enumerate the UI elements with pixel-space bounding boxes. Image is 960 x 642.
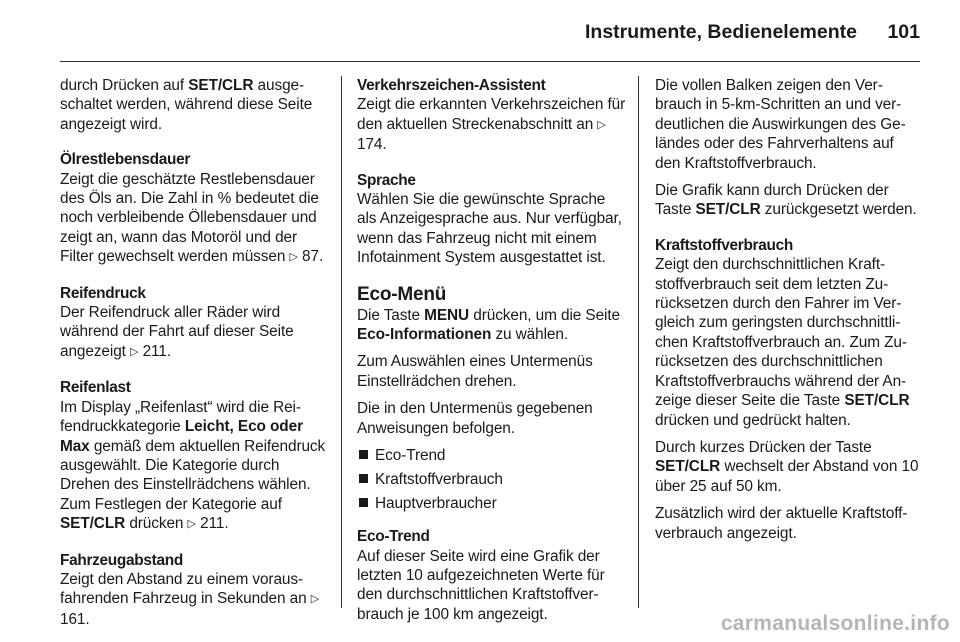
submenu-turn-text: Zum Auswählen eines Untermenüs Einstellrädchen drehen.	[357, 353, 593, 390]
oil-life-heading: Ölrestlebensdauer	[60, 151, 191, 169]
submenu-follow-text: Die in den Untermenüs gegebenen Anweisungen befolgen.	[357, 400, 593, 437]
vehicle-distance-heading: Fahrzeugabstand	[60, 551, 183, 569]
column-3	[655, 76, 923, 551]
page-ref: 87.	[302, 248, 324, 266]
eco-menu-title: Eco-Menü	[357, 283, 447, 305]
language-section: Sprache Wählen Sie die gewünschte Sprache als Anzeigesprache aus. Nur verfügbar, wenn das Fahrzeug nicht mit einem Infotainment System ausgestattet ist.	[357, 171, 627, 268]
eco-trend-section: Eco-Trend Auf dieser Seite wird eine Grafik der letzten 10 aufgezeichneten Werte für den durchschnittlichen Kraftstoffverbrauch je 100 km angezeigt.	[357, 527, 627, 624]
page-ref-icon: ▷	[289, 251, 298, 264]
fuel-consumption-heading: Kraftstoffverbrauch	[655, 236, 793, 254]
oil-life-section: Ölrestlebensdauer Zeigt die geschätzte Restlebensdauer des Öls an. Die Zahl in % bedeutet die noch verbleibende Öllebensdauer und zeigt an, wann das Motoröl und der Filter gewechselt werden müssen ▷ 87.	[60, 150, 328, 267]
vehicle-distance-section: Fahrzeugabstand Zeigt den Abstand zu einem vorausfahrenden Fahrzeug in Sekunden an ▷ 161.	[60, 551, 328, 630]
page-header-title: Instrumente, Bedienelemente	[585, 21, 857, 43]
page-ref-icon: ▷	[597, 118, 606, 131]
page-ref-icon: ▷	[310, 593, 320, 606]
header-divider	[60, 61, 920, 62]
page-ref-icon: ▷	[187, 518, 196, 531]
bars-text: Die vollen Balken zeigen den Verbrauch in 5-km-Schritten an und verdeutlichen die Auswirkungen des Geländes oder des Fahrverhaltens auf den Kraftstoffverbrauch.	[655, 77, 906, 172]
column-1	[60, 76, 328, 637]
eco-submenu-list	[357, 446, 627, 513]
traffic-sign-section: Verkehrszeichen-Assistent Zeigt die erkannten Verkehrszeichen für den aktuellen Streckenabschnitt an ▷ 174.	[357, 77, 626, 154]
tire-load-section: Reifenlast Im Display „Reifenlast“ wird die Reifendruckkategorie Leicht, Eco oder Max gemäß dem aktuellen Reifendruck ausgewählt. Die Kategorie durch Drehen des Einstellrädchens wählen. Zum Festlegen der Kategorie auf SET/CLR drücken ▷ 211.	[60, 378, 328, 534]
set-clr-keyword: SET/CLR	[188, 77, 254, 94]
short-press-text: Durch kurzes Drücken der Taste SET/CLR wechselt der Abstand von 10 über 25 auf 50 km.	[655, 438, 919, 495]
eco-menu-intro: Die Taste MENU drücken, um die Seite Eco-Informationen zu wählen.	[357, 306, 621, 344]
intro-paragraph: durch Drücken auf SET/CLR ausgeschaltet werden, während diese Seite angezeigt wird.	[60, 77, 313, 133]
eco-trend-heading: Eco-Trend	[357, 528, 430, 546]
page-number: 101	[887, 21, 920, 43]
page-ref-icon: ▷	[130, 345, 139, 358]
tire-pressure-heading: Reifendruck	[60, 284, 146, 302]
traffic-sign-heading: Verkehrszeichen-Assistent	[357, 77, 546, 94]
tire-pressure-section: Reifendruck Der Reifendruck aller Räder wird während der Fahrt auf dieser Seite angezeigt ▷ 211.	[60, 284, 328, 363]
reset-text: Die Grafik kann durch Drücken der Taste SET/CLR zurückgesetzt werden.	[655, 182, 917, 219]
list-item: Hauptverbraucher	[357, 494, 627, 513]
language-heading: Sprache	[357, 171, 416, 189]
page-ref: 211.	[200, 515, 229, 533]
page-ref: 174.	[357, 136, 387, 154]
column-divider-2	[638, 76, 639, 608]
bullet-icon	[359, 498, 368, 507]
list-item: Kraftstoffverbrauch	[357, 470, 627, 489]
page-ref: 161.	[60, 610, 90, 628]
tire-load-heading: Reifenlast	[60, 379, 131, 397]
bullet-icon	[359, 450, 368, 459]
bullet-icon	[359, 474, 368, 483]
fuel-consumption-section: Kraftstoffverbrauch Zeigt den durchschnittlichen Kraftstoffverbrauch seit dem letzten Zurücksetzen durch den Fahrer im Vergleich zum geringsten durchschnittlichen Kraftstoffverbrauch an. Zum Zurücksetzen des durchschnittlichen Kraftstoffverbrauchs während der Anzeige dieser Seite die Taste SET/CLR drücken und gedrückt halten.	[655, 236, 923, 430]
list-item: Eco-Trend	[357, 446, 627, 465]
column-2	[357, 76, 627, 632]
page-ref: 211.	[142, 342, 172, 360]
additional-text: Zusätzlich wird der aktuelle Kraftstoffverbrauch angezeigt.	[655, 505, 908, 542]
watermark-text: carmanualsonline.info	[720, 612, 950, 635]
column-divider-1	[341, 76, 342, 608]
